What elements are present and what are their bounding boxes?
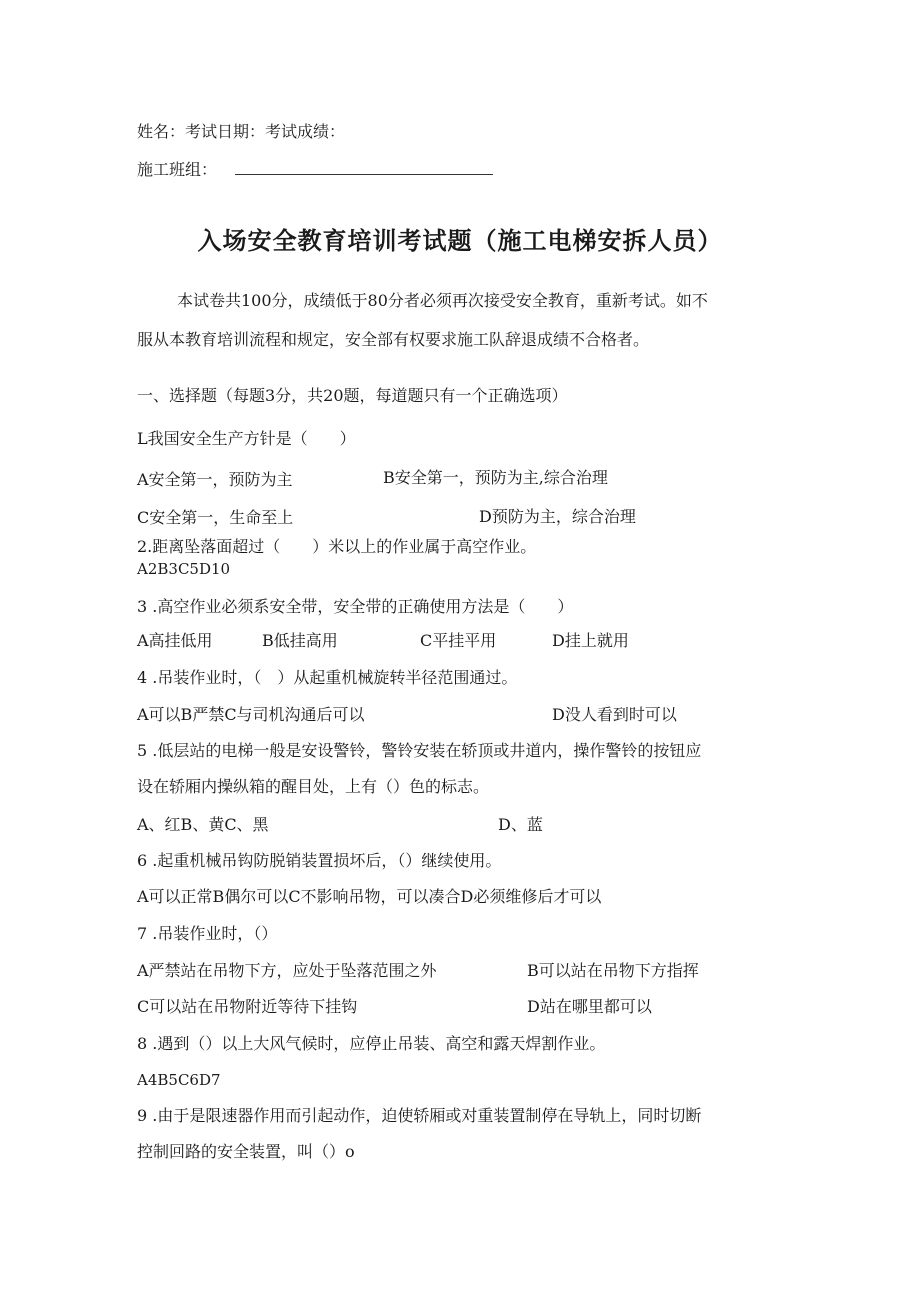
q1-option-c: C安全第一，生命至上 [137,508,294,527]
q5-options-abc: A、红B、黄C、黑 [137,815,269,834]
q7-option-c: C可以站在吊物附近等待下挂钩 [137,997,358,1016]
q7-option-b: B可以站在吊物下方指挥 [527,961,699,980]
intro-line-1: 本试卷共100分，成绩低于80分者必须再次接受安全教育，重新考试。如不 [177,291,708,310]
intro-line-2: 服从本教育培训流程和规定，安全部有权要求施工队辞退成绩不合格者。 [137,330,650,349]
q3-option-d: D挂上就用 [552,631,629,650]
q2-text: 2.距离坠落面超过（ ）米以上的作业属于高空作业。 [137,537,537,556]
q5-option-d: D、蓝 [498,815,543,834]
q1-option-d: D预防为主，综合治理 [479,507,636,526]
q5-line-1: 5 .低层站的电梯一般是安设警铃，警铃安装在轿顶或井道内，操作警铃的按钮应 [137,741,702,760]
q1-option-b: B安全第一，预防为主,综合治理 [383,468,608,487]
q6-text: 6 .起重机械吊钩防脱销装置损坏后，（）继续使用。 [137,851,502,870]
q8-text: 8 .遇到（）以上大风气候时，应停止吊装、高空和露天焊割作业。 [137,1034,606,1053]
q4-option-d: D没人看到时可以 [552,705,677,724]
section-heading: 一、选择题（每题3分，共20题，每道题只有一个正确选项） [137,386,568,405]
team-line [137,160,493,180]
q7-option-a: A严禁站在吊物下方，应处于坠落范围之外 [137,961,437,980]
team-input[interactable] [235,160,493,175]
q1-option-a: A安全第一，预防为主 [137,470,293,489]
q3-option-b: B低挂高用 [262,631,338,650]
q2-options: A2B3C5D10 [137,560,231,578]
q9-line-1: 9 .由于是限速器作用而引起动作，迫使轿厢或对重装置制停在导轨上，同时切断 [137,1106,702,1125]
q3-option-c: C平挂平用 [420,631,497,650]
page-title: 入场安全教育培训考试题（施工电梯安拆人员） [197,227,723,255]
q3-text: 3 .高空作业必须系安全带，安全带的正确使用方法是（ ） [137,597,574,616]
q8-options: A4B5C6D7 [137,1071,221,1089]
q4-text: 4 .吊装作业时，（ ）从起重机械旋转半径范围通过。 [137,668,518,687]
q6-options: A可以正常B偶尔可以C不影响吊物，可以凑合D必须维修后才可以 [137,887,602,906]
q5-line-2: 设在轿厢内操纵箱的醒目处，上有（）色的标志。 [137,777,490,796]
q3-option-a: A高挂低用 [137,631,213,650]
q9-line-2: 控制回路的安全装置，叫（）o [137,1142,355,1161]
q4-options-abc: A可以B严禁C与司机沟通后可以 [137,705,365,724]
q7-text: 7 .吊装作业时，（） [137,924,278,943]
name-date-score-line: 姓名：考试日期：考试成绩： [137,122,346,141]
q7-option-d: D站在哪里都可以 [527,997,652,1016]
team-label: 施工班组： [137,160,218,179]
q1-text: L我国安全生产方针是（ ） [137,429,356,448]
